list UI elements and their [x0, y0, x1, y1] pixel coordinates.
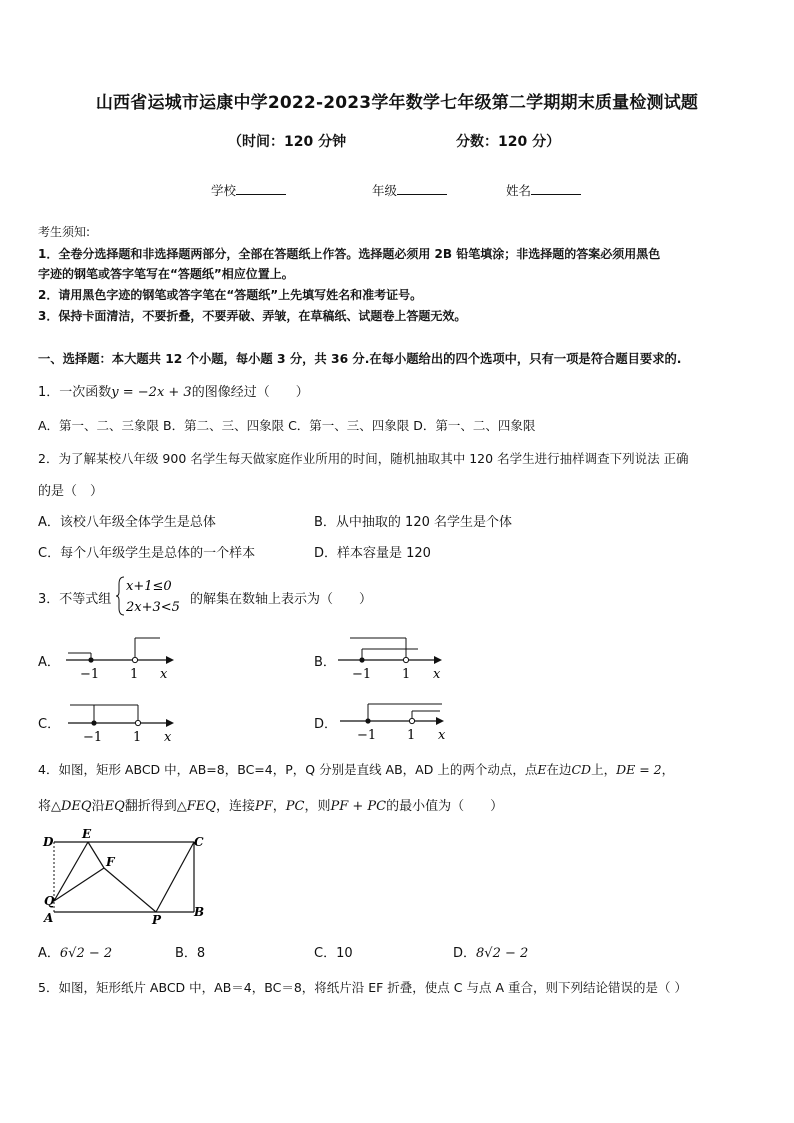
closed-dot	[91, 720, 96, 725]
label-b: B	[194, 905, 205, 919]
tick-neg-one: −1	[83, 730, 103, 744]
q4-sum-expression: PF + PC	[330, 799, 387, 814]
axis-x-label: x	[160, 667, 168, 682]
school-field	[211, 181, 286, 199]
label-f: F	[106, 855, 115, 869]
q3-option-c-label: C．	[38, 717, 61, 732]
q4-option-a-label: A．	[38, 946, 60, 961]
q4-line1-a: 4．如图，矩形 ABCD 中，AB=8，BC=4，P，Q 分别是直线 AB，AD 上的两个动点，点	[38, 762, 538, 777]
q4-stem-line-1	[38, 760, 674, 778]
q4-option-a-math: 6√2 − 2	[59, 946, 113, 961]
q4-rectangle-figure	[36, 826, 216, 926]
q4-line1-c: 上，	[591, 762, 617, 777]
q4-de-equals: DE = 2	[616, 762, 662, 777]
q4-line2-e: ，	[272, 799, 286, 814]
axis-x-label: x	[433, 667, 441, 682]
q4-option-b: B．8	[175, 946, 206, 961]
q2-option-c: C．每个八年级学生是总体的一个样本	[38, 546, 256, 561]
q4-side-cd: CD	[571, 762, 592, 777]
open-dot	[403, 657, 408, 662]
q4-point-e: E	[537, 762, 547, 777]
section-heading: 一、选择题：本大题共 12 个小题，每小题 3 分，共 36 分.在每小题给出的四个选项中，只有一项是符合题目要求的.	[38, 352, 682, 366]
school-blank[interactable]	[236, 182, 286, 195]
closed-dot	[365, 718, 370, 723]
axis-x-label: x	[438, 728, 446, 743]
score-info: 分数：120 分）	[456, 134, 561, 150]
notice-heading: 考生须知:	[38, 225, 91, 239]
q2-option-b: B．从中抽取的 120 名学生是个体	[314, 515, 512, 530]
q3-option-a-label: A．	[38, 655, 60, 670]
q2-option-a: A．该校八年级全体学生是总体	[38, 515, 216, 530]
open-dot	[135, 720, 140, 725]
q4-option-d-label: D．	[453, 946, 477, 961]
q3-suffix: 的解集在数轴上表示为（ ）	[190, 592, 373, 607]
q1-formula: y = −2x + 3	[111, 385, 192, 400]
q3-option-c-numberline	[60, 694, 190, 744]
tick-neg-one: −1	[357, 728, 377, 743]
q4-line2-g: 的最小值为（ ）	[386, 799, 504, 814]
grade-field	[372, 181, 447, 199]
notice-item-1-line-2: 字迹的钢笔或答字笔写在“答题纸”相应位置上。	[38, 267, 294, 281]
q3-option-a-numberline	[60, 632, 190, 682]
tick-neg-one: −1	[80, 667, 100, 682]
school-label: 学校	[211, 183, 237, 198]
q3-option-b-numberline	[334, 632, 464, 682]
q3-ineq-2: 2x+3<5	[126, 600, 180, 615]
inequality-system	[116, 574, 190, 618]
q2-option-d: D．样本容量是 120	[314, 546, 431, 561]
label-p: P	[152, 913, 162, 926]
tick-one: 1	[407, 728, 416, 743]
grade-label: 年级	[372, 183, 398, 198]
open-dot	[132, 657, 137, 662]
open-dot	[409, 718, 414, 723]
notice-item-2: 2．请用黑色字迹的钢笔或答字笔在“答题纸”上先填写姓名和准考证号。	[38, 288, 423, 302]
q2-stem-line-2: 的是（ ）	[38, 484, 104, 499]
label-q: Q	[44, 894, 55, 908]
tick-neg-one: −1	[352, 667, 372, 682]
q4-line2-f: ，则	[304, 799, 331, 814]
q4-triangle-feq: △FEQ	[176, 799, 216, 814]
question-1	[38, 381, 309, 400]
notice-item-1-line-1: 1．全卷分选择题和非选择题两部分，全部在答题纸上作答。选择题必须用 2B 铅笔填涂；非选择题的答案必须用黑色	[38, 247, 661, 261]
q4-line2-d: ，连接	[215, 799, 255, 814]
q3-ineq-1: x+1≤0	[126, 579, 172, 594]
name-blank[interactable]	[531, 182, 581, 195]
notice-item-3: 3．保持卡面清洁，不要折叠，不要弄破、弄皱，在草稿纸、试题卷上答题无效。	[38, 309, 467, 323]
q4-option-a	[38, 942, 112, 961]
q4-option-c: C．10	[314, 946, 353, 961]
q1-options: A．第一、二、三象限 B．第二、三、四象限 C．第一、三、四象限 D．第一、二、四象限	[38, 418, 536, 433]
q1-suffix: 的图像经过（ ）	[191, 385, 309, 400]
q1-prefix: 1．一次函数	[38, 385, 112, 400]
q4-triangle-deq: △DEQ	[51, 799, 92, 814]
q4-segment-pc: PC	[285, 799, 305, 814]
q3-option-d-numberline	[336, 694, 466, 744]
label-d: D	[43, 835, 54, 849]
q3-option-d-label: D．	[314, 717, 338, 732]
q4-line2-b: 沿	[91, 799, 105, 814]
q2-stem-line-1: 2．为了解某校八年级 900 名学生每天做家庭作业所用的时间，随机抽取其中 120 名学生进行抽样调查下列说法 正确	[38, 451, 689, 466]
q3-option-b-label: B．	[314, 655, 336, 670]
q4-line1-b: 在边	[546, 762, 572, 777]
tick-one: 1	[402, 667, 411, 682]
label-e: E	[82, 827, 92, 841]
q4-option-d-math: 8√2 − 2	[476, 946, 529, 961]
q5-stem: 5．如图，矩形纸片 ABCD 中，AB＝4，BC＝8，将纸片沿 EF 折叠，使点 C 与点 A 重合，则下列结论错误的是（ ）	[38, 980, 687, 995]
label-a: A	[44, 911, 54, 925]
tick-one: 1	[130, 667, 139, 682]
label-c: C	[194, 835, 204, 849]
name-label: 姓名	[506, 183, 532, 198]
q4-line1-d: ，	[661, 762, 675, 777]
tick-one: 1	[133, 730, 142, 744]
q4-line2-a: 将	[38, 799, 52, 814]
q4-segment-pf: PF	[254, 799, 273, 814]
q4-option-d	[453, 942, 528, 961]
q3-prefix: 3．不等式组	[38, 592, 112, 607]
axis-x-label: x	[164, 730, 172, 744]
closed-dot	[88, 657, 93, 662]
grade-blank[interactable]	[397, 182, 447, 195]
q4-segment-eq: EQ	[104, 799, 125, 814]
q4-stem-line-2	[38, 795, 503, 814]
q4-line2-c: 翻折得到	[124, 799, 177, 814]
time-info: （时间：120 分钟	[228, 134, 347, 150]
page-title: 山西省运城市运康中学2022-2023学年数学七年级第二学期期末质量检测试题	[95, 93, 699, 113]
closed-dot	[359, 657, 364, 662]
name-field	[506, 181, 581, 199]
